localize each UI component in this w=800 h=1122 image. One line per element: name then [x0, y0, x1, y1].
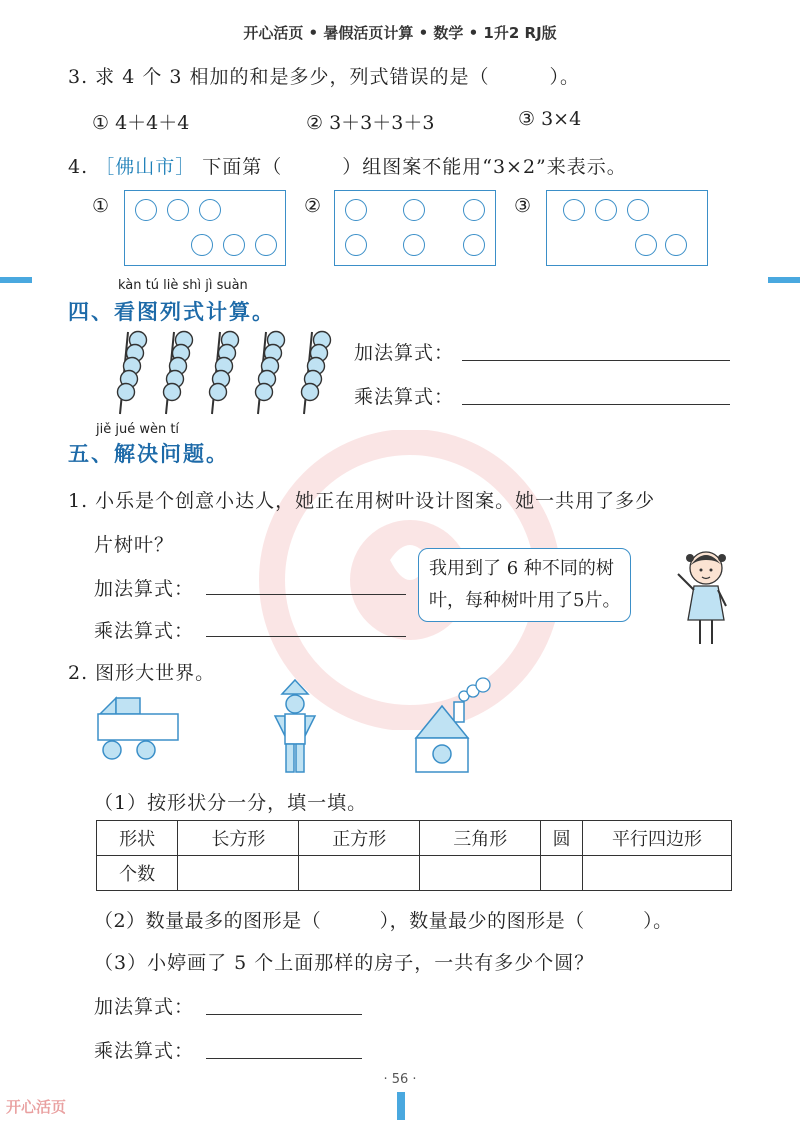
pattern-box-3: [546, 190, 708, 266]
table-answer-cell[interactable]: [420, 856, 541, 891]
table-answer-cell[interactable]: [299, 856, 420, 891]
table-header-cell: 形状: [97, 821, 178, 856]
circle: [191, 234, 213, 256]
pattern-box-1: [124, 190, 286, 266]
q4-label-3: ③: [514, 195, 532, 217]
table-answer-cell[interactable]: [583, 856, 732, 891]
circle: [403, 234, 425, 256]
speech-bubble-line-2: 叶，每种树叶用了5片。: [429, 590, 621, 611]
q3-option-3: ③ 3×4: [518, 108, 582, 130]
problem-1-mul-answer-line[interactable]: [206, 636, 406, 637]
problem-2-add-label: 加法算式：: [94, 996, 195, 1018]
question-4-city: ［佛山市］: [95, 156, 196, 178]
problem-1-add-answer-line[interactable]: [206, 594, 406, 595]
sub-question-2: （2）数量最多的图形是（ ），数量最少的图形是（ ）。: [94, 910, 673, 932]
section-4-title: 四、看图列式计算。: [68, 299, 275, 324]
problem-2-mul-answer-line[interactable]: [206, 1058, 362, 1059]
page-number: · 56 ·: [383, 1072, 417, 1087]
question-4-text: 下面第（ ）组图案不能用“3×2”来表示。: [202, 156, 627, 178]
circle: [403, 199, 425, 221]
circle: [223, 234, 245, 256]
table-header-cell: 平行四边形: [583, 821, 732, 856]
pattern-box-2: [334, 190, 496, 266]
problem-1-mul-label: 乘法算式：: [94, 620, 195, 642]
circle: [563, 199, 585, 221]
problem-1-line-2: 片树叶？: [94, 534, 175, 556]
circle: [345, 199, 367, 221]
bottom-edge-tab: [397, 1092, 405, 1120]
section-4-pinyin: kàn tú liè shì jì suàn: [118, 278, 248, 293]
problem-1-line-1: 1. 小乐是个创意小达人，她正在用树叶设计图案。她一共用了多少: [68, 490, 656, 512]
q4-label-2: ②: [304, 195, 322, 217]
circle: [199, 199, 221, 221]
section-4-mul-label: 乘法算式：: [354, 386, 455, 408]
section-5-title: 五、解决问题。: [68, 441, 229, 466]
truck-shape-picture: [94, 692, 184, 764]
q4-label-1: ①: [92, 195, 110, 217]
question-4-number: 4.: [68, 156, 89, 178]
sub-question-1: （1）按形状分一分，填一填。: [94, 792, 368, 814]
table-row-label: 个数: [97, 856, 178, 891]
section-5-pinyin: jiě jué wèn tí: [96, 422, 180, 437]
sub-question-3: （3）小婷画了 5 个上面那样的房子，一共有多少个圆？: [94, 952, 595, 974]
speech-bubble-line-1: 我用到了 6 种不同的树: [429, 558, 614, 579]
circle: [167, 199, 189, 221]
circle: [463, 234, 485, 256]
right-edge-tab: [768, 277, 800, 283]
problem-2-mul-label: 乘法算式：: [94, 1040, 195, 1062]
hawthorn-skewers-illustration: [104, 326, 344, 418]
circle: [627, 199, 649, 221]
problem-2-title: 2. 图形大世界。: [68, 662, 216, 684]
speech-bubble: [418, 548, 631, 622]
table-header-cell: 长方形: [178, 821, 299, 856]
table-header-cell: 圆: [541, 821, 583, 856]
table-answer-cell[interactable]: [541, 856, 583, 891]
left-edge-tab: [0, 277, 32, 283]
circle: [463, 199, 485, 221]
person-shape-picture: [270, 676, 320, 776]
table-header-cell: 正方形: [299, 821, 420, 856]
table-header-cell: 三角形: [420, 821, 541, 856]
q3-option-1: ① 4＋4＋4: [92, 112, 190, 134]
circle: [635, 234, 657, 256]
section-4-add-answer-line[interactable]: [462, 360, 730, 361]
footer-logo-text: 开心活页: [6, 1098, 67, 1116]
header-title: 开心活页 • 暑假活页计算 • 数学 • 1升2 RJ版: [243, 24, 557, 42]
problem-2-add-answer-line[interactable]: [206, 1014, 362, 1015]
circle: [595, 199, 617, 221]
house-shape-picture: [410, 676, 500, 776]
girl-illustration: [672, 546, 732, 650]
circle: [135, 199, 157, 221]
circle: [665, 234, 687, 256]
problem-1-add-label: 加法算式：: [94, 578, 195, 600]
shape-count-table: [96, 820, 732, 891]
section-4-add-label: 加法算式：: [354, 342, 455, 364]
table-row: [97, 856, 732, 891]
q3-option-2: ② 3＋3＋3＋3: [306, 112, 435, 134]
circle: [345, 234, 367, 256]
question-4: [68, 152, 627, 179]
table-answer-cell[interactable]: [178, 856, 299, 891]
question-3: 3. 求 4 个 3 相加的和是多少，列式错误的是（ ）。: [68, 66, 581, 88]
section-4-mul-answer-line[interactable]: [462, 404, 730, 405]
circle: [255, 234, 277, 256]
table-header-row: [97, 821, 732, 856]
